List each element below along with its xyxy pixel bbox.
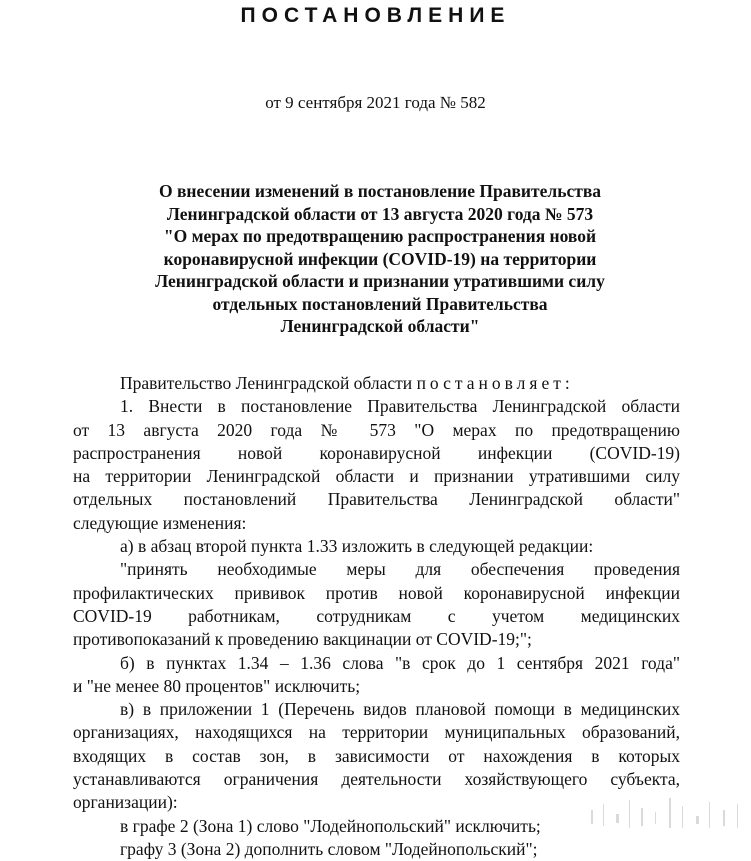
item-c-line: организации): [73,792,178,813]
quote-line: профилактических прививок против новой коронавирусной инфекции [73,582,680,603]
quote-line: противопоказаний к проведению вакцинации от COVID-19;"; [73,629,532,650]
item-1-line: 1. Внести в постановление Правительства Ленинградской области [120,396,680,417]
document-subject [100,180,660,338]
preamble-text: Правительство Ленинградской области [120,373,417,393]
subject-line: Ленинградской области от 13 августа 2020 года № 573 [166,203,594,224]
subject-line: отдельных постановлений Правительства [212,293,548,314]
column-2-change: в графе 2 (Зона 1) слово "Лодейнопольский" исключить; [120,815,541,836]
item-a-quote [73,558,680,651]
subject-line: "О мерах по предотвращению распространения новой [163,226,597,246]
subject-line: Ленинградской области и признании утратившими силу [155,271,605,291]
preamble-colon: : [564,373,570,393]
item-c-line: устанавливаются ограничения деятельности хозяйствующего субъекта, [73,769,680,790]
document-body [73,372,680,861]
item-b-line: и "не менее 80 процентов" исключить; [73,675,361,696]
quote-line: "принять необходимые меры для обеспечения проведения [120,559,680,580]
scan-noise-artifact [581,790,751,835]
document-title: ПОСТАНОВЛЕНИЕ [240,4,511,27]
item-c-line: в) в приложении 1 (Перечень видов плановой помощи в медицинских [120,699,680,720]
item-1-line: следующие изменения: [73,512,247,533]
item-1-line: на территории Ленинградской области и признании утратившими силу [73,466,680,487]
item-1 [73,395,680,535]
quote-line: COVID-19 работникам, сотрудникам с учетом медицинских [73,605,680,626]
subject-line: Ленинградской области" [280,316,480,336]
column-3-change: графу 3 (Зона 2) дополнить словом "Лодейнопольский"; [120,838,538,859]
subject-line: О внесении изменений в постановление Правительства [158,181,602,201]
preamble [73,372,680,395]
item-1-line: от 13 августа 2020 года № 573 "О мерах по предотвращению [73,419,680,440]
document-date-number: от 9 сентября 2021 года № 582 [265,93,486,112]
item-c-line: организациях, находящихся на территории муниципальных образований, [73,722,680,743]
preamble-decree-word: постановляет [416,373,565,393]
item-b [73,652,680,699]
item-b-line: б) в пунктах 1.34 – 1.36 слова "в срок до 1 сентября 2021 года" [120,652,680,673]
subject-line: коронавирусной инфекции (COVID-19) на территории [163,248,597,269]
item-1-line: распространения новой коронавирусной инфекции (COVID-19) [73,442,680,463]
item-a: а) в абзац второй пункта 1.33 изложить в следующей редакции: [120,536,594,557]
item-1-line: отдельных постановлений Правительства Ленинградской области" [73,489,680,510]
item-c-line: входящих в состав зон, в зависимости от нахождения в которых [73,745,680,766]
